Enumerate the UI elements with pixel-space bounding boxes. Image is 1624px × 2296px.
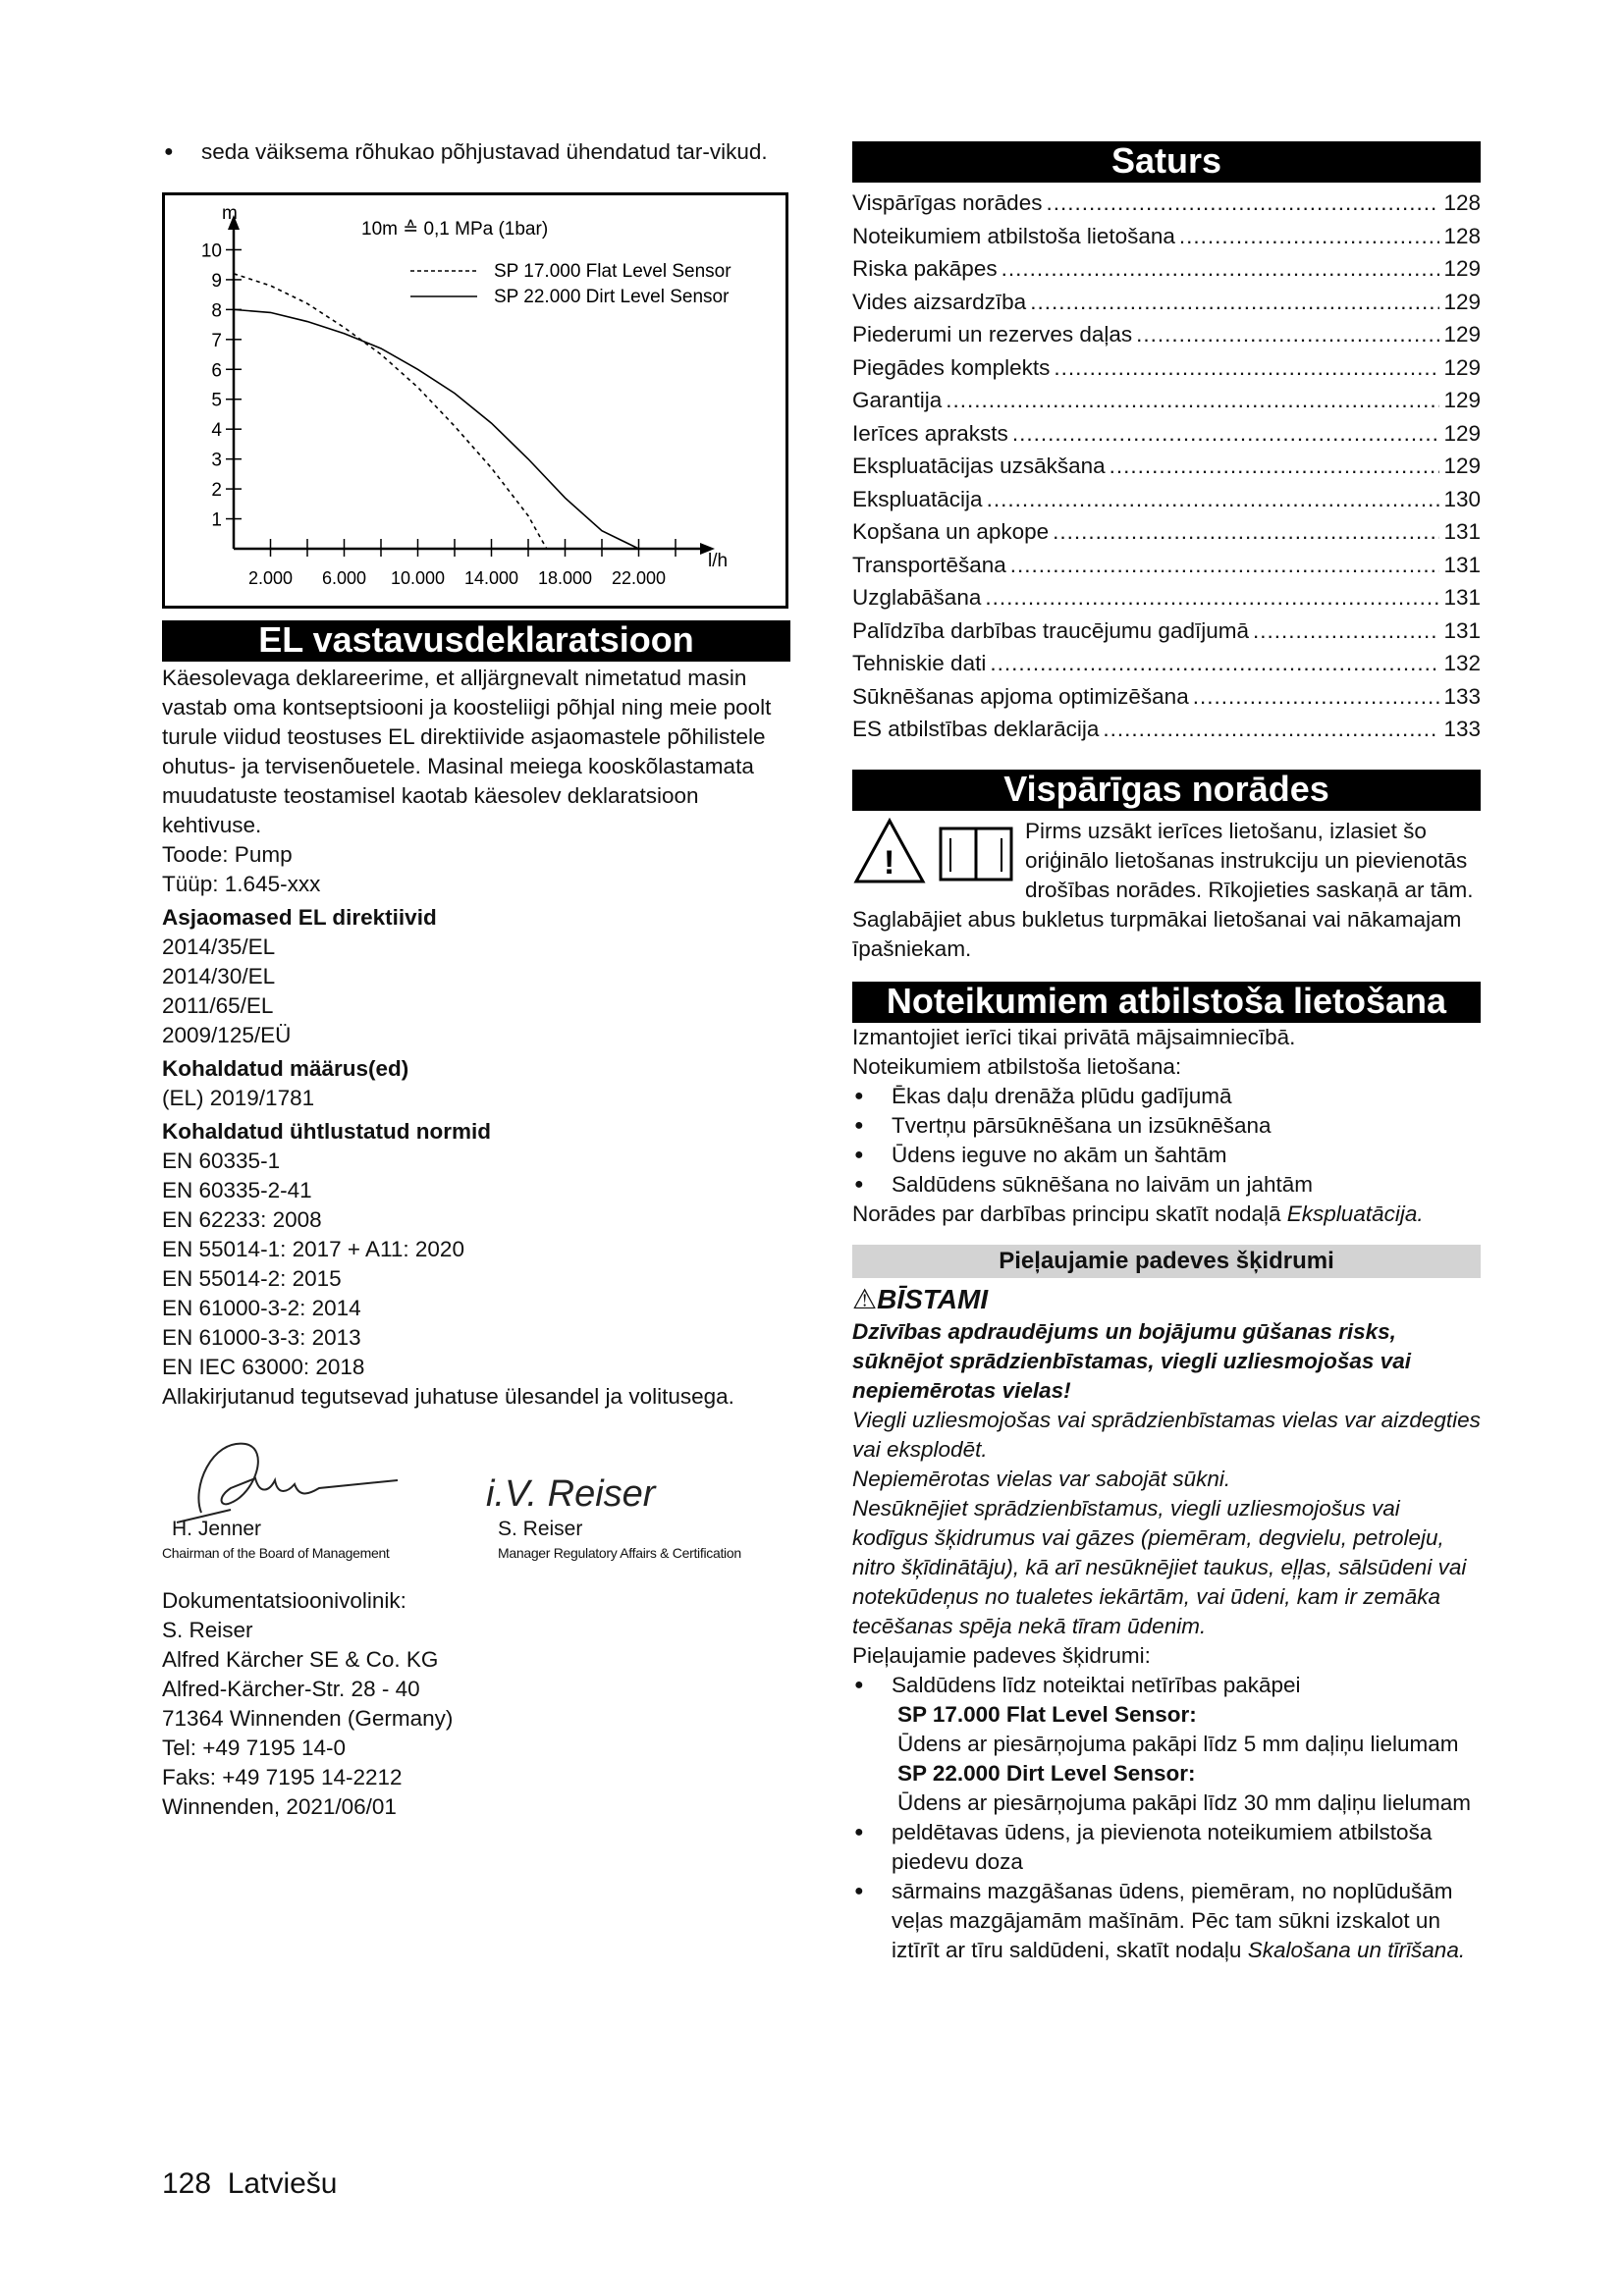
toc-leader [985,581,1439,614]
wash-text: sārmains mazgāšanas ūdens, piemēram, no noplūdušām veļas mazgājamām mašīnām. Pēc tam sūkni izskalot un iztīrīt ar tīru saldūdeni, skatīt nodaļu [892,1878,1453,1962]
fluids-heading: Pieļaujamie padeves šķidrumi [852,1245,1481,1278]
toc-entry[interactable] [852,286,1481,319]
norm-item: EN 55014-1: 2017 + A11: 2020 [162,1237,464,1261]
norm-item: EN 61000-3-3: 2013 [162,1325,361,1350]
signer2-title: Manager Regulatory Affairs & Certification [498,1545,741,1561]
danger-title [852,1282,1481,1317]
toc-leader [1110,450,1440,483]
toc-heading: Saturs [852,141,1481,183]
directive-item: 2009/125/EÜ [162,1023,292,1047]
directive-item: 2011/65/EL [162,993,274,1018]
y-tick-label: 7 [211,330,222,351]
intended-use-line2: Noteikumiem atbilstoša lietošana: [852,1053,1182,1079]
toc-leader [1030,286,1439,319]
toc-entry[interactable] [852,680,1481,714]
y-tick-label: 2 [211,480,222,502]
x-tick-label: 22.000 [611,568,667,588]
toc-entry[interactable] [852,647,1481,680]
sp17-text: Ūdens ar piesārņojuma pakāpi līdz 5 mm daļiņu lielumam [897,1731,1459,1756]
danger-triangle-icon: ⚠ [852,1283,878,1314]
toc-label: Garantija [852,388,943,412]
toc-page: 129 [1443,289,1481,314]
toc-entry[interactable] [852,384,1481,417]
left-column [162,137,790,1822]
directive-item: 2014/35/EL [162,934,276,959]
use-bullet-item: ● Ūdens ieguve no akām un šahtām [852,1141,1481,1170]
directives-title: Asjaomased EL direktiivid [162,905,437,930]
toc-page: 131 [1443,552,1481,577]
toc-leader [990,647,1439,680]
toc-entry[interactable] [852,549,1481,582]
directive-item: 2014/30/EL [162,964,276,988]
product-line: Toode: Pump [162,842,293,867]
y-tick-label: 6 [211,360,222,382]
y-tick-label: 4 [211,420,222,442]
norm-item: EN IEC 63000: 2018 [162,1355,365,1379]
declaration-heading: EL vastavusdeklaratsioon [162,620,790,662]
x-tick-label: 10.000 [390,568,446,588]
documentation-contact [162,1586,790,1822]
contact-line: Alfred-Kärcher-Str. 28 - 40 [162,1677,420,1701]
page-language: Latviešu [227,2167,338,2200]
general-text2: Saglabājiet abus bukletus turpmākai lietošanai vai nākamajam īpašniekam. [852,906,1462,961]
toc-leader [1253,614,1439,648]
toc-leader [1053,515,1439,549]
signature-jenner [198,1444,398,1513]
danger-italic1: Viegli uzliesmojošas vai sprādzienbīstamas vielas var aizdegties vai eksplodēt. [852,1407,1481,1462]
signer1-title: Chairman of the Board of Management [162,1545,390,1561]
toc-page: 129 [1443,354,1481,380]
contact-line: Faks: +49 7195 14-2212 [162,1765,403,1789]
toc-leader [1103,713,1439,746]
legend-series1-label: SP 17.000 Flat Level Sensor [494,261,731,282]
toc-page: 133 [1443,683,1481,709]
toc-leader [1136,318,1439,351]
contact-line: Alfred Kärcher SE & Co. KG [162,1647,439,1672]
x-tick-label: 6.000 [321,568,367,588]
toc-label: Tehniskie dati [852,651,987,675]
norm-item: EN 60335-1 [162,1148,281,1173]
contact-line: Winnenden, 2021/06/01 [162,1794,397,1819]
toc-entry[interactable] [852,483,1481,516]
danger-title-text: BĪSTAMI [877,1283,989,1314]
toc-label: Ierīces apraksts [852,420,1008,446]
toc-page: 129 [1443,454,1481,478]
toc-entry[interactable] [852,252,1481,286]
fluid-bullet-freshwater [852,1671,1481,1818]
toc-page: 129 [1443,256,1481,281]
toc-entry[interactable] [852,614,1481,648]
norm-item: EN 61000-3-2: 2014 [162,1296,361,1320]
signer2-name: S. Reiser [498,1518,583,1540]
toc-leader [1012,417,1440,451]
right-column [852,141,1481,1965]
regulations-list [162,1084,790,1113]
note-chapter-ref: Ekspluatācija. [1286,1201,1424,1226]
toc-page: 128 [1443,223,1481,248]
fluid-bullet-freshwater-text: ● Saldūdens līdz noteiktai netīrības pakāpei [892,1672,1301,1697]
signer1-name: H. Jenner [172,1518,262,1540]
y-tick-label: 9 [211,270,222,292]
declaration-body: Käesolevaga deklareerime, et alljärgnevalt nimetatud masin vastab oma kontseptsiooni ja koosteliigi põhjal ning meie poolt turule viidud teostuses EL direktiivide asjaomastele põhilistele ohutus- ja tervisenõuetele. Masinal meiega kooskõlastamata muudatuste teostamisel kaotab käesolev deklaratsioon kehtivuse. [162,666,772,837]
toc-page: 132 [1443,651,1481,675]
general-notes [852,817,1481,964]
intended-use-bullets [852,1082,1481,1200]
toc-label: Ekspluatācija [852,486,983,511]
toc-label: Vispārīgas norādes [852,190,1043,215]
fluid-bullet-pool: ● peldētavas ūdens, ja pievienota noteikumiem atbilstoša piedevu doza [852,1818,1481,1877]
y-tick-label: 1 [211,509,222,531]
toc-entry[interactable] [852,450,1481,483]
rinse-chapter-ref: Skalošana un tīrīšana. [1247,1937,1466,1962]
legend-scale-text: 10m ≙ 0,1 MPa (1bar) [361,219,549,240]
toc-page: 129 [1443,322,1481,347]
toc-label: Vides aizsardzība [852,289,1027,314]
toc-label: Sūknēšanas apjoma optimizēšana [852,683,1189,709]
allowed-fluids-title: Pieļaujamie padeves šķidrumi: [852,1642,1151,1668]
x-axis-unit: l/h [708,551,729,571]
norm-item: EN 60335-2-41 [162,1178,312,1202]
toc-entry[interactable] [852,581,1481,614]
toc-label: Kopšana un apkope [852,519,1050,544]
intended-use-heading: Noteikumiem atbilstoša lietošana [852,982,1481,1023]
regulations-title: Kohaldatud määrus(ed) [162,1056,409,1081]
general-text1: Pirms uzsākt ierīces lietošanu, izlasiet šo oriģinālo lietošanas instrukciju un pievienotās drošības norādes. Rīkojieties saskaņā ar tām. [1025,818,1474,902]
norms-title: Kohaldatud ühtlustatud normid [162,1119,491,1144]
sp22-text: Ūdens ar piesārņojuma pakāpi līdz 30 mm daļiņu lielumam [897,1789,1472,1815]
toc-page: 133 [1443,717,1481,741]
regulation-item: (EL) 2019/1781 [162,1086,315,1110]
contact-line: Tel: +49 7195 14-0 [162,1735,347,1760]
danger-italic2: Nepiemērotas vielas var sabojāt sūkni. [852,1466,1231,1491]
intended-use-note [852,1200,1481,1229]
page-footer [162,2167,337,2201]
use-bullet-item: ● Saldūdens sūknēšana no laivām un jahtām [852,1170,1481,1200]
type-line: Tüüp: 1.645-xxx [162,872,321,896]
toc-label: Ekspluatācijas uzsākšana [852,454,1106,478]
toc-page: 129 [1443,388,1481,412]
general-heading: Vispārīgas norādes [852,770,1481,811]
fluid-bullet-wash [852,1877,1481,1965]
toc-page: 131 [1443,617,1481,643]
toc-leader [1001,252,1440,286]
toc-leader [987,483,1440,516]
toc-label: Piederumi un rezerves daļas [852,322,1133,347]
y-tick-label: 8 [211,300,222,322]
toc-page: 131 [1443,519,1481,544]
sp22-title: SP 22.000 Dirt Level Sensor: [897,1760,1196,1786]
intended-use-line1: Izmantojiet ierīci tikai privātā mājsaimniecībā. [852,1024,1296,1049]
page-number: 128 [162,2167,212,2200]
toc-label: Riska pakāpes [852,256,998,281]
norm-item: EN 55014-2: 2015 [162,1266,342,1291]
signoff-text: Allakirjutanud tegutsevad juhatuse ülesandel ja volitusega. [162,1384,734,1409]
y-tick-label: 5 [211,390,222,411]
contact-line: 71364 Winnenden (Germany) [162,1706,454,1731]
x-tick-label: 18.000 [537,568,593,588]
contact-line: Dokumentatsioonivolinik: [162,1588,406,1613]
y-tick-label: 10 [200,240,222,262]
contact-line: S. Reiser [162,1618,253,1642]
norms-list [162,1147,790,1382]
danger-bold-text: Dzīvības apdraudējums un bojājumu gūšanas risks, sūknējot sprādzienbīstamas, viegli uzliesmojošas vai nepiemērotas vielas! [852,1318,1411,1403]
exclamation-mark: ! [884,843,895,881]
toc-leader [1193,680,1440,714]
x-tick-label: 2.000 [247,568,294,588]
danger-italic3: Nesūknējiet sprādzienbīstamus, viegli uzliesmojošus vai kodīgus šķidrumus vai gāzes (piemēram, degvielu, petroleju, nitro šķīdinātāju), kā arī nesūknējiet taukus, eļļas, sālsūdeni vai notekūdeņus no tualetes iekārtām, vai ūdeni, kam ir zemāka tecēšanas spēja nekā tīram ūdenim. [852,1495,1467,1638]
toc-leader [1010,549,1440,582]
toc-entry[interactable] [852,515,1481,549]
toc-label: Transportēšana [852,552,1006,577]
toc-entry[interactable] [852,318,1481,351]
toc-leader [946,384,1439,417]
sp17-title: SP 17.000 Flat Level Sensor: [897,1701,1197,1727]
toc-leader [1054,351,1439,385]
toc-label: Palīdzība darbības traucējumu gadījumā [852,617,1249,643]
pump-curve-svg [165,195,785,606]
use-bullet-item: ● Tvertņu pārsūknēšana un izsūknēšana [852,1111,1481,1141]
signature-reiser: i.V. Reiser [486,1473,656,1515]
toc-page: 131 [1443,585,1481,610]
toc-label: ES atbilstības deklarācija [852,717,1100,741]
norm-item: EN 62233: 2008 [162,1207,322,1232]
signatures-block [162,1419,790,1616]
toc-page: 128 [1443,190,1481,215]
legend-series2-label: SP 22.000 Dirt Level Sensor [494,287,730,307]
toc-leader [1046,187,1439,220]
table-of-contents [852,187,1481,746]
use-bullet-item: ● Ēkas daļu drenāža plūdu gadījumā [852,1082,1481,1111]
toc-entry[interactable] [852,220,1481,253]
toc-page: 129 [1443,420,1481,446]
toc-leader [1179,220,1440,253]
y-axis-unit: m [222,203,238,224]
note-prefix: Norādes par darbības principu skatīt nodaļā [852,1201,1281,1226]
toc-entry[interactable] [852,713,1481,746]
pump-curve-chart [162,192,788,609]
intro-bullet: ● seda väiksema rõhukao põhjustavad ühendatud tar-vikud. [162,137,790,167]
warning-manual-icons [852,817,1019,885]
series-line-2 [234,309,639,549]
toc-page: 130 [1443,486,1481,511]
directives-list [162,933,790,1050]
toc-label: Piegādes komplekts [852,354,1051,380]
toc-entry[interactable] [852,417,1481,451]
toc-label: Uzglabāšana [852,585,982,610]
x-tick-label: 14.000 [463,568,519,588]
toc-entry[interactable] [852,351,1481,385]
toc-entry[interactable] [852,187,1481,220]
toc-label: Noteikumiem atbilstoša lietošana [852,223,1175,248]
y-tick-label: 3 [211,450,222,471]
